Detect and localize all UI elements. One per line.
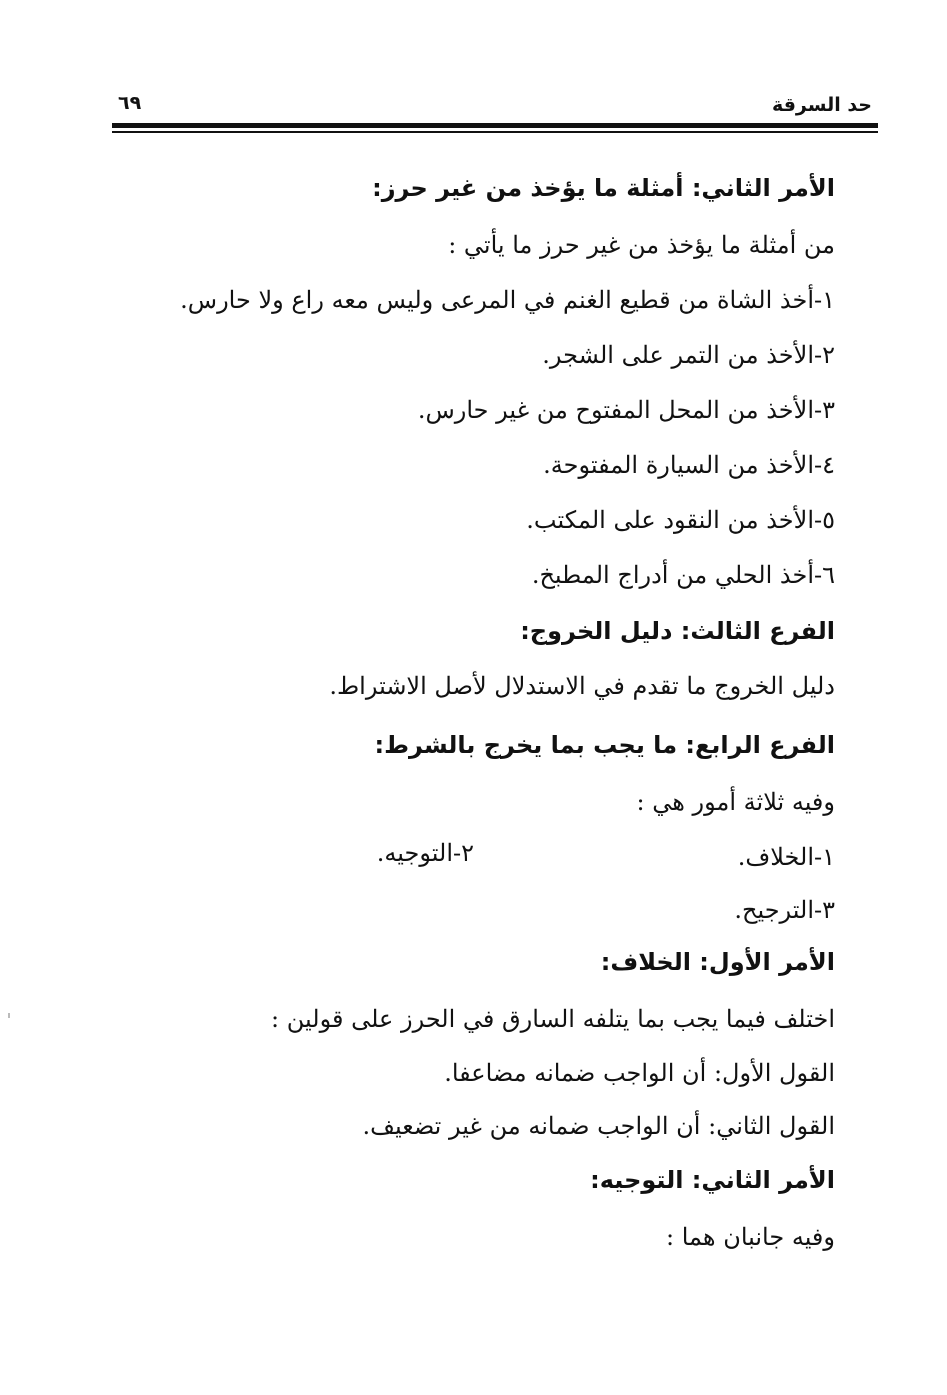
list-item: ٢-الأخذ من التمر على الشجر. — [542, 341, 835, 369]
paragraph-line: القول الأول: أن الواجب ضمانه مضاعفا. — [444, 1059, 835, 1087]
list-item: ٢-التوجيه. — [376, 839, 474, 867]
paragraph-line: القول الثاني: أن الواجب ضمانه من غير تضعيف. — [362, 1112, 835, 1140]
list-item: ٥-الأخذ من النقود على المكتب. — [526, 506, 835, 534]
subheading-fourth-branch: الفرع الرابع: ما يجب بما يخرج بالشرط: — [374, 731, 835, 759]
list-item: ٣-الأخذ من المحل المفتوح من غير حارس. — [417, 396, 835, 424]
subheading-third-branch: الفرع الثالث: دليل الخروج: — [520, 617, 835, 645]
subheading-second-matter-guidance: الأمر الثاني: التوجيه: — [590, 1166, 835, 1194]
paragraph-line: من أمثلة ما يؤخذ من غير حرز ما يأتي : — [448, 231, 835, 259]
list-item: ١-أخذ الشاة من قطيع الغنم في المرعى وليس معه راع ولا حارس. — [180, 286, 835, 314]
scan-speck — [8, 1013, 10, 1018]
paragraph-line: اختلف فيما يجب بما يتلفه السارق في الحرز على قولين : — [271, 1005, 835, 1033]
running-title: حد السرقة — [771, 94, 872, 116]
paragraph-line: وفيه ثلاثة أمور هي : — [636, 788, 835, 816]
list-item: ٤-الأخذ من السيارة المفتوحة. — [543, 451, 835, 479]
list-item: ٦-أخذ الحلي من أدراج المطبخ. — [531, 561, 835, 589]
page-header — [112, 88, 878, 128]
paragraph-line: دليل الخروج ما تقدم في الاستدلال لأصل الاشتراط. — [329, 672, 835, 700]
list-item: ١-الخلاف. — [737, 843, 835, 871]
header-rule-thin — [112, 131, 878, 133]
header-rule-thick — [112, 123, 878, 128]
paragraph-line: وفيه جانبان هما : — [666, 1223, 835, 1251]
list-item: ٣-الترجيح. — [734, 896, 835, 924]
page-number: ٦٩ — [118, 92, 142, 114]
subheading-first-matter-dispute: الأمر الأول: الخلاف: — [600, 948, 835, 976]
subheading-second-matter-examples: الأمر الثاني: أمثلة ما يؤخذ من غير حرز: — [372, 174, 835, 202]
